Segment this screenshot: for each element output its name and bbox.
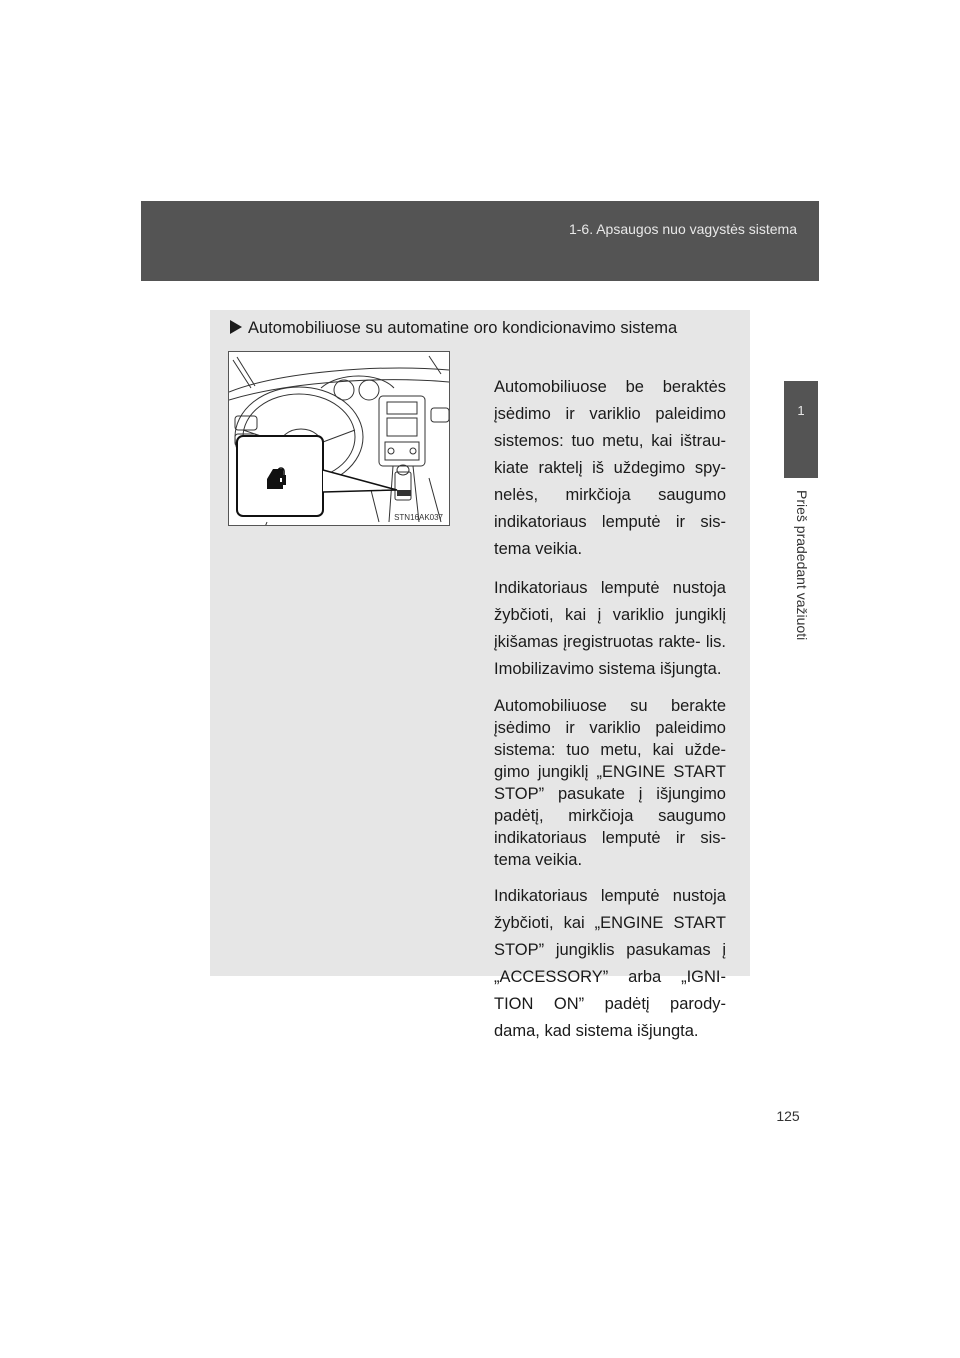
chapter-side-label (782, 490, 822, 641)
header-bar (141, 201, 819, 281)
paragraph-2: Indikatoriaus lemputė nustoja žybčioti, kai į variklio jungiklį įkišamas įregistruotas rakte- lis. Imobilizavimo sistema išjungta. (494, 579, 726, 678)
section-title: 1-6. Apsaugos nuo vagystės sistema (568, 221, 797, 237)
body-text (494, 374, 726, 1057)
paragraph-1: Automobiliuose be beraktės įsėdimo ir variklio paleidimo sistemos: tuo metu, kai ištrau- kiate raktelį iš uždegimo spy- nelės, mirkčioja saugumo indikatoriaus lemputė ir sis- tema veikia. (494, 378, 726, 558)
content-panel (210, 310, 750, 1040)
chapter-label: Prieš pradedant važiuoti (794, 490, 810, 641)
chapter-number: 1 (797, 403, 805, 418)
figure-code: STN16AK037 (394, 513, 443, 522)
section-heading-text: Automobiliuose su automatine oro kondicionavimo sistema (248, 319, 678, 337)
paragraph-3: Automobiliuose su berakte įsėdimo ir variklio paleidimo sistema: tuo metu, kai užde- gimo jungiklį „ENGINE START STOP” pasukate į išjungimo padėtį, mirkčioja saugumo indikatoriaus lemputė ir sis- tema veikia. (494, 697, 726, 869)
paragraph-4: Indikatoriaus lemputė nustoja žybčioti, kai „ENGINE START STOP” jungiklis pasukamas į „ACCESSORY” arba „IGNI- TION ON” padėtį parody- dama, kad sistema išjungta. (494, 887, 726, 1040)
triangle-bullet-icon (230, 320, 242, 334)
section-heading (230, 319, 677, 338)
dashboard-illustration (228, 351, 450, 526)
dashboard-drawing (229, 352, 449, 525)
page-number: 125 (776, 1108, 800, 1124)
chapter-tab (784, 381, 818, 478)
